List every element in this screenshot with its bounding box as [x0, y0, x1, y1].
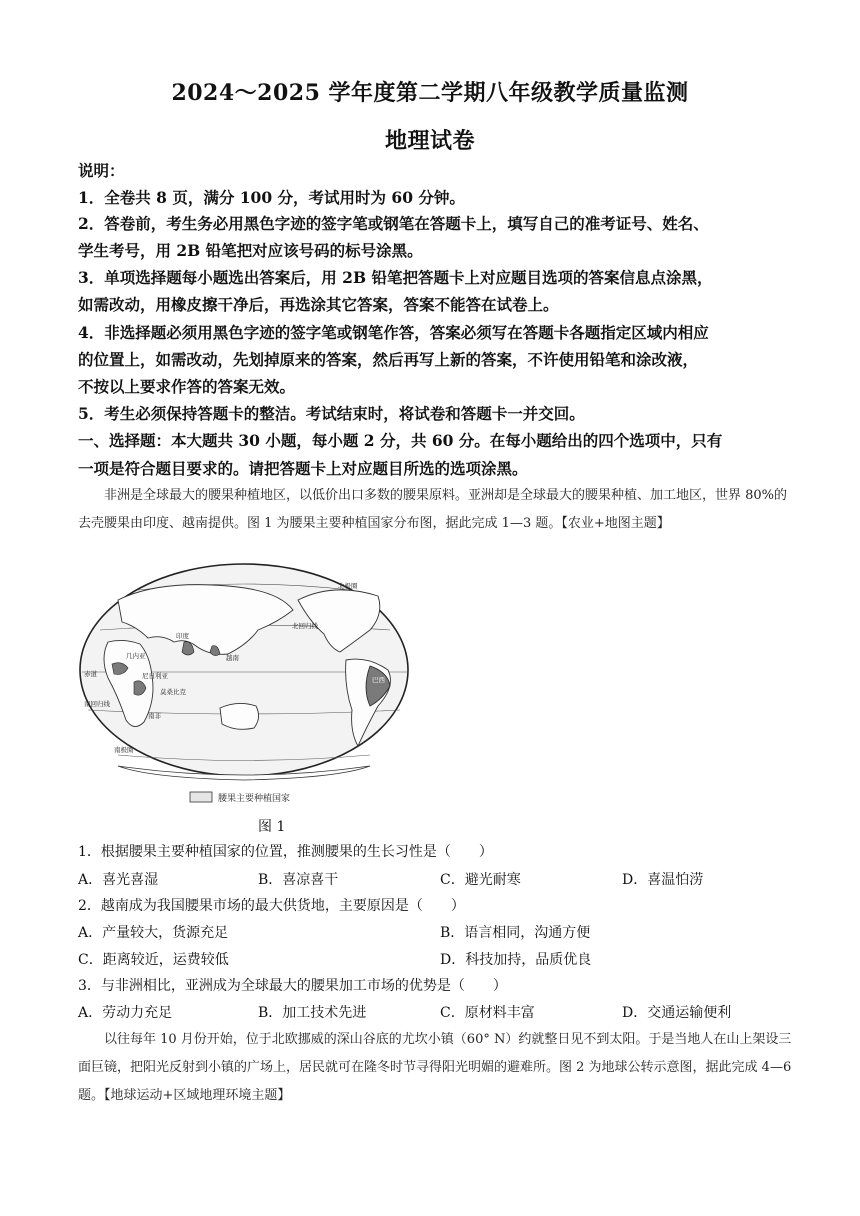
cashew-world-map: [78, 560, 424, 810]
instruction-line: 不按以上要求作答的答案无效。: [78, 377, 296, 396]
instructions-heading: 说明：: [78, 161, 125, 180]
instruction-line: 5．考生必须保持答题卡的整洁。考试结束时，将试卷和答题卡一并交回。: [78, 404, 585, 423]
label-nanfei: 南非: [148, 712, 161, 720]
instruction-line: 3．单项选择题每小题选出答案后，用 2B 铅笔把答题卡上对应题目选项的答案信息点涂黑，: [78, 268, 713, 287]
passage-text: 以往每年 10 月份开始，位于北欧挪威的深山谷底的尤坎小镇（60° N）约就整日见不到太阳。于是当地人在山上架设三面巨镜，把阳光反射到小镇的广场上，居民就可在隆冬时节寻得阳光明媚的避难所。图 2 为地球公转示意图，据此完成 4—6 题。【地球运动+区域地理环境主题】: [78, 1032, 792, 1103]
subject-title: 地理试卷: [384, 128, 475, 154]
option-c[interactable]: C．距离较近，运费较低: [78, 952, 229, 968]
question-stem: 1．根据腰果主要种植国家的位置，推测腰果的生长习性是（ ）: [78, 844, 493, 860]
instruction-line: 4．非选择题必须用黑色字迹的签字笔或钢笔作答，答案必须写在答题卡各题指定区域内相应: [78, 323, 709, 342]
option-c[interactable]: C．原材料丰富: [440, 1005, 535, 1021]
option-d[interactable]: D．科技加持，品质优良: [440, 952, 592, 968]
instruction-line: 学生考号，用 2B 铅笔把对应该号码的标号涂黑。: [78, 241, 423, 260]
label-jineiya: 几内亚: [126, 652, 146, 660]
label-beijihuan: 北极圈: [338, 582, 358, 590]
instruction-line: 如需改动，用橡皮擦干净后，再选涂其它答案，答案不能答在试卷上。: [78, 295, 559, 314]
instruction-line: 1．全卷共 8 页，满分 100 分，考试用时为 60 分钟。: [78, 188, 465, 207]
legend-swatch: [190, 792, 212, 802]
option-b[interactable]: B．加工技术先进: [258, 1005, 367, 1021]
option-b[interactable]: B．语言相同，沟通方便: [440, 925, 591, 941]
passage-cashew: [78, 482, 794, 538]
instruction-line: 2．答卷前，考生务必用黑色字迹的签字笔或钢笔在答题卡上，填写自己的准考证号、姓名、: [78, 214, 709, 233]
option-b[interactable]: B．喜凉喜干: [258, 872, 339, 888]
option-d[interactable]: D．交通运输便利: [622, 1005, 732, 1021]
passage-norway: [78, 1026, 794, 1110]
option-a[interactable]: A．喜光喜湿: [78, 872, 159, 888]
option-a[interactable]: A．劳动力充足: [78, 1005, 173, 1021]
option-d[interactable]: D．喜温怕涝: [622, 872, 704, 888]
label-yindu: 印度: [176, 632, 189, 640]
label-yuenan: 越南: [226, 654, 239, 662]
label-nanhuiguixian: 南回归线: [84, 700, 110, 708]
figure-caption: 图 1: [258, 819, 286, 835]
option-c[interactable]: C．避光耐寒: [440, 872, 521, 888]
label-niriliya: 尼日利亚: [142, 672, 168, 680]
label-beihuiguixian: 北回归线: [292, 622, 318, 630]
label-mosangbike: 莫桑比克: [160, 688, 186, 696]
question-stem: 2．越南成为我国腰果市场的最大供货地，主要原因是（ ）: [78, 898, 465, 914]
label-nanjiquan: 南极圈: [114, 746, 134, 754]
section-heading: 一、选择题：本大题共 30 小题，每小题 2 分，共 60 分。在每小题给出的四个选项中，只有: [78, 431, 723, 450]
instruction-line: 的位置上，如需改动，先划掉原来的答案，然后再写上新的答案，不许使用铅笔和涂改液，: [78, 350, 699, 369]
passage-text: 非洲是全球最大的腰果种植地区，以低价出口多数的腰果原料。亚洲却是全球最大的腰果种植、加工地区，世界 80%的去壳腰果由印度、越南提供。图 1 为腰果主要种植国家分布图，据此完成 1—3 题。【农业+地图主题】: [78, 488, 788, 531]
label-chidao: 赤道: [84, 670, 97, 678]
legend-label: 腰果主要种植国家: [218, 794, 291, 804]
section-heading: 一项是符合题目要求的。请把答题卡上对应题目所选的选项涂黑。: [78, 459, 528, 478]
label-baxi: 巴西: [372, 676, 385, 684]
question-stem: 3．与非洲相比，亚洲成为全球最大的腰果加工市场的优势是（ ）: [78, 978, 507, 994]
option-a[interactable]: A．产量较大，货源充足: [78, 925, 229, 941]
exam-title: 2024～2025 学年度第二学期八年级教学质量监测: [171, 80, 689, 106]
